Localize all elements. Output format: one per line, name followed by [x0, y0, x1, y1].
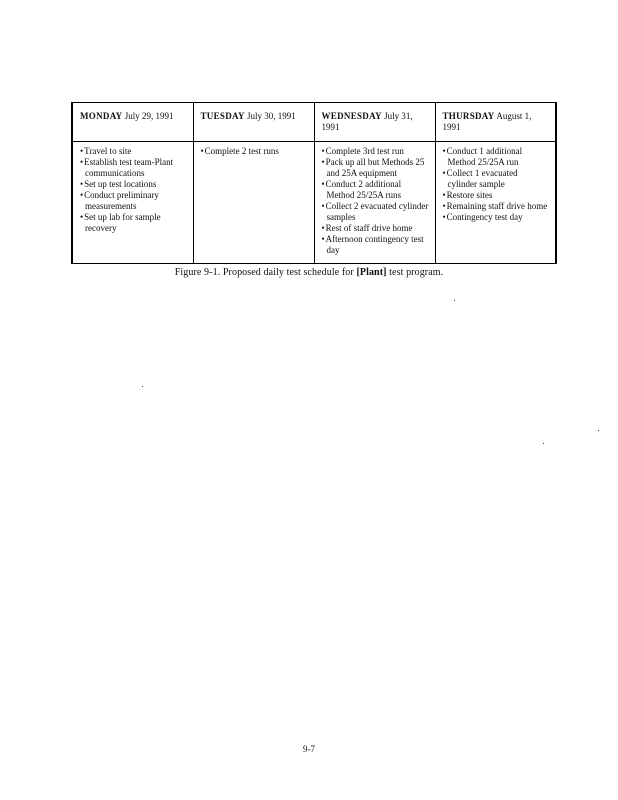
- task-list-wednesday: [322, 146, 429, 256]
- task-item: • Remaining staff drive home: [443, 201, 550, 212]
- task-item: • Travel to site: [80, 146, 187, 157]
- day-name: TUESDAY: [200, 111, 245, 121]
- test-schedule-table: [71, 102, 557, 264]
- task-list-thursday: [443, 146, 550, 223]
- header-thursday: [435, 103, 556, 142]
- task-item: • Contingency test day: [443, 212, 550, 223]
- scan-speck: [543, 443, 544, 444]
- task-item: • Collect 2 evacuated cylinder samples: [322, 201, 429, 223]
- scan-speck: [142, 386, 143, 387]
- day-date: July 29, 1991: [122, 111, 174, 121]
- task-item: • Conduct 1 additional Method 25/25A run: [443, 146, 550, 168]
- schedule-body-row: [72, 142, 556, 264]
- task-item: • Restore sites: [443, 190, 550, 201]
- task-item: • Complete 3rd test run: [322, 146, 429, 157]
- task-item: • Conduct preliminary measurements: [80, 190, 187, 212]
- day-date: August 1, 1991: [442, 111, 532, 132]
- caption-suffix: test program.: [386, 267, 444, 278]
- task-item: • Establish test team-Plant communications: [80, 157, 187, 179]
- day-date: July 31, 1991: [321, 111, 413, 132]
- figure-caption: [0, 267, 618, 278]
- task-item: • Rest of staff drive home: [322, 223, 429, 234]
- header-tuesday: [193, 103, 314, 142]
- cell-thursday: [435, 142, 556, 264]
- task-list-tuesday: [201, 146, 308, 157]
- scan-speck: [454, 300, 455, 301]
- schedule-header-row: [72, 103, 556, 142]
- header-monday: [72, 103, 193, 142]
- task-item: • Set up lab for sample recovery: [80, 212, 187, 234]
- day-name: MONDAY: [80, 111, 123, 121]
- cell-tuesday: [193, 142, 314, 264]
- header-wednesday: [314, 103, 435, 142]
- day-name: WEDNESDAY: [321, 111, 382, 121]
- task-list-monday: [80, 146, 187, 234]
- task-item: • Complete 2 test runs: [201, 146, 308, 157]
- task-item: • Afternoon contingency test day: [322, 234, 429, 256]
- task-item: • Conduct 2 additional Method 25/25A runs: [322, 179, 429, 201]
- day-name: THURSDAY: [442, 111, 495, 121]
- scan-speck: [598, 430, 599, 431]
- page-number: 9-7: [303, 744, 315, 754]
- task-item: • Collect 1 evacuated cylinder sample: [443, 168, 550, 190]
- task-item: • Pack up all but Methods 25 and 25A equipment: [322, 157, 429, 179]
- day-date: July 30, 1991: [244, 111, 296, 121]
- caption-prefix: Figure 9-1. Proposed daily test schedule for: [174, 267, 357, 278]
- cell-wednesday: [314, 142, 435, 264]
- task-item: • Set up test locations: [80, 179, 187, 190]
- caption-plant-placeholder: [Plant]: [356, 267, 387, 278]
- cell-monday: [72, 142, 193, 264]
